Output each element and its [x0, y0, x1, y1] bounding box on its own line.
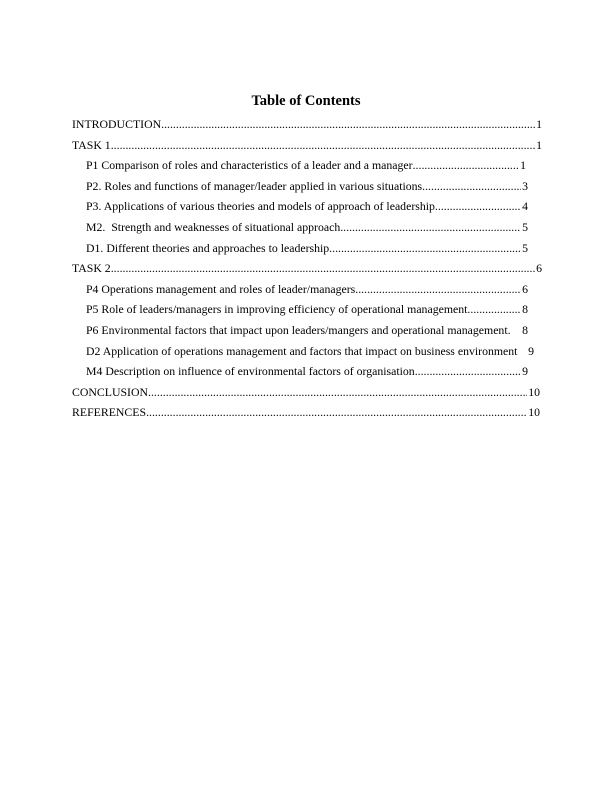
toc-entry-d2[interactable]: [86, 344, 534, 365]
toc-entry-text: TASK 2: [72, 261, 111, 276]
toc-page-number: 8: [522, 302, 528, 317]
toc-title: Table of Contents: [251, 93, 361, 109]
toc-entry-p5[interactable]: [86, 302, 528, 323]
toc-entry-text: P3. Applications of various theories and models of approach of leadership: [86, 199, 435, 214]
toc-page-number: 9: [522, 364, 528, 379]
toc-dot-leader: [111, 138, 535, 153]
toc-page-number: 5: [522, 219, 528, 234]
toc-entry-text: M2. Strength and weaknesses of situational approach: [86, 219, 341, 234]
toc-entry-text: M4 Description on influence of environmental factors of organisation: [86, 364, 415, 379]
toc-entry-text: D1. Different theories and approaches to leadership: [86, 240, 330, 255]
toc-dot-leader: [329, 241, 521, 256]
toc-dot-leader: [413, 158, 520, 173]
toc-entry-p1[interactable]: [86, 158, 526, 179]
toc-entry-text: P6 Environmental factors that impact upon leaders/mangers and operational management.: [86, 322, 511, 337]
toc-entry-text: INTRODUCTION: [72, 117, 162, 131]
toc-dot-leader: [161, 117, 535, 132]
toc-entry-task-1[interactable]: [72, 138, 542, 159]
toc-dot-leader: [467, 302, 521, 317]
toc-entry-conclusion[interactable]: [72, 385, 540, 406]
toc-entry-text: P1 Comparison of roles and characteristics of a leader and a manager: [86, 158, 413, 173]
toc-entry-text: CONCLUSION: [72, 384, 149, 399]
toc-entry-text: P2. Roles and functions of manager/leader applied in various situations: [86, 178, 423, 193]
toc-entry-references[interactable]: [72, 405, 540, 426]
toc-page-number: 8: [522, 322, 528, 337]
toc-page-number: 3: [522, 178, 528, 193]
toc-page-number: 6: [536, 261, 542, 276]
toc-page-number: 10: [528, 405, 540, 420]
toc-entry-p6[interactable]: [86, 323, 528, 344]
toc-page-number: 9: [528, 343, 534, 358]
toc-entry-m4[interactable]: [86, 364, 528, 385]
toc-page-number: 1: [536, 137, 542, 152]
toc-entry-text: TASK 1: [72, 137, 111, 152]
toc-page-number: 10: [528, 384, 540, 399]
toc-entry-text: P4 Operations management and roles of leader/managers: [86, 281, 356, 296]
toc-page-number: 1: [536, 117, 542, 131]
toc-page-number: 6: [522, 281, 528, 296]
toc-entry-text: P5 Role of leaders/managers in improving efficiency of operational management: [86, 302, 468, 317]
toc-dot-leader: [340, 220, 521, 235]
toc-list: [72, 117, 542, 426]
toc-entry-p3[interactable]: [86, 199, 528, 220]
toc-page-number: 4: [522, 199, 528, 214]
toc-dot-leader: [146, 405, 527, 420]
toc-entry-task-2[interactable]: [72, 261, 542, 282]
toc-entry-p4[interactable]: [86, 282, 528, 303]
toc-entry-d1[interactable]: [86, 241, 528, 262]
toc-entry-m2[interactable]: [86, 220, 528, 241]
toc-entry-text: REFERENCES: [72, 405, 147, 420]
toc-entry-p2[interactable]: [86, 179, 528, 200]
toc-page-number: 5: [522, 240, 528, 255]
toc-dot-leader: [148, 385, 527, 400]
toc-entry-text: D2 Application of operations management and factors that impact on business environment: [86, 343, 518, 358]
toc-dot-leader: [355, 282, 521, 297]
toc-dot-leader: [422, 179, 521, 194]
toc-dot-leader: [415, 364, 521, 379]
toc-dot-leader: [435, 199, 521, 214]
toc-entry-introduction[interactable]: [72, 117, 542, 138]
toc-dot-leader: [111, 261, 535, 276]
toc-page-number: 1: [520, 158, 526, 173]
